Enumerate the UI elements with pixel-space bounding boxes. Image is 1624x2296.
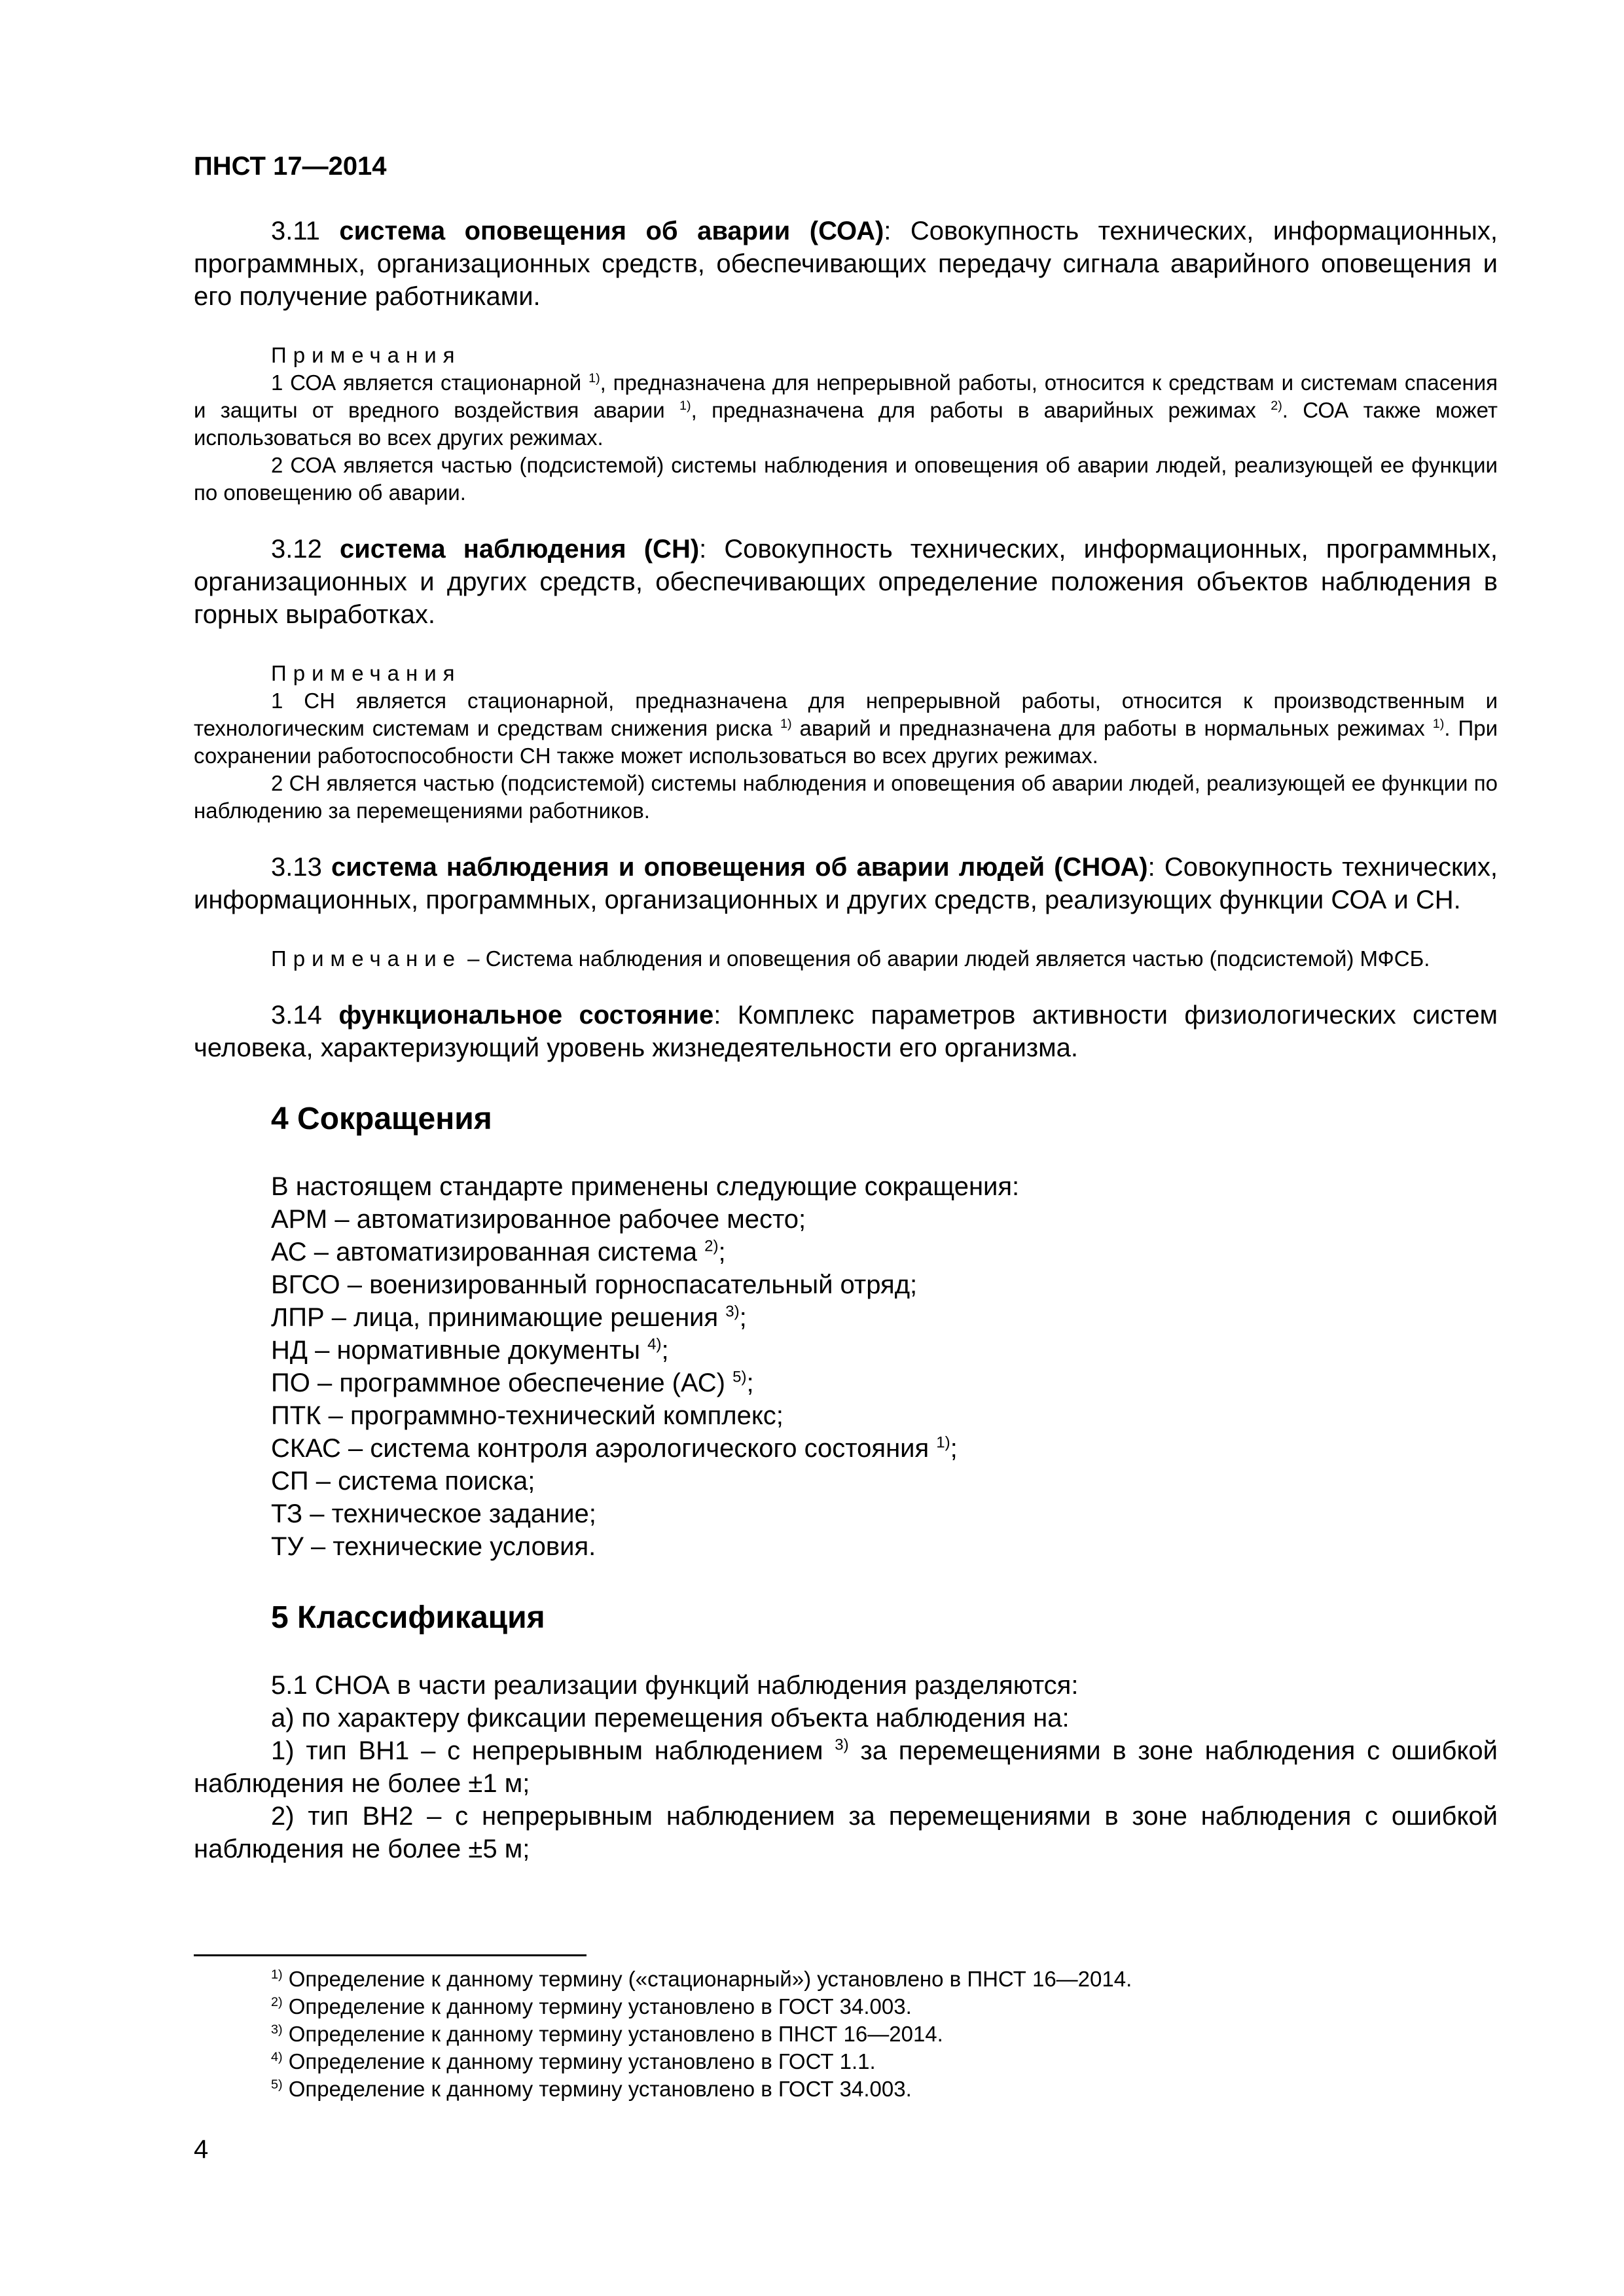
abbreviation-item: ЛПР – лица, принимающие решения $^{3)}$; — [271, 1302, 747, 1332]
section-4-heading: 4 Сокращения — [271, 1102, 492, 1136]
term-number: 3.12 — [271, 535, 340, 564]
term-definition: : Совокупность технических, информационных, программных, организационных и других средств, реализующих функции СОА и СН. — [194, 853, 1498, 914]
term-definition: : Совокупность технических, информационных, программных, организационных средств, обеспечивающих передачу сигнала аварийного оповещения и его получение работниками. — [194, 217, 1498, 311]
footnote-divider — [194, 1954, 586, 1956]
term-definition: : Совокупность технических, информационных, программных, организационных и других средств, обеспечивающих определение положения объектов наблюдения в горных выработках. — [194, 535, 1498, 629]
note-title: Примечание — [271, 946, 462, 971]
abbreviation-item: АРМ – автоматизированное рабочее место; — [271, 1205, 806, 1234]
footnote: $^{4)}$ Определение к данному термину установлено в ГОСТ 1.1. — [271, 2049, 876, 2073]
notes-title: Примечания — [271, 661, 461, 685]
footnote: $^{2)}$ Определение к данному термину установлено в ГОСТ 34.003. — [271, 1994, 912, 2018]
footnotes — [271, 1965, 1132, 2103]
term-number: 3.14 — [271, 1001, 339, 1030]
abbreviation-item: ВГСО – военизированный горноспасательный отряд; — [271, 1270, 918, 1299]
footnote: $^{1)}$ Определение к данному термину («стационарный») установлено в ПНСТ 16—2014. — [271, 1967, 1132, 1991]
note-text: – Система наблюдения и оповещения об аварии людей является частью (подсистемой) МФСБ. — [461, 946, 1430, 971]
notes-title: Примечания — [271, 343, 461, 367]
clause-5-1-a: а) по характеру фиксации перемещения объекта наблюдения на: — [271, 1704, 1070, 1732]
document-header: ПНСТ 17—2014 — [194, 152, 387, 181]
note-item: 1 СН является стационарной, предназначена для непрерывной работы, относится к производственным и технологическим системам и средствам снижения риска $^{1)}$ аварий и предназначена для работы в нормальных режимах $^{1)}$. При сохранении работоспособности СН также может использоваться во всех других режимах. — [194, 689, 1498, 768]
term-3-13 — [194, 851, 1498, 916]
abbreviation-item: НД – нормативные документы $^{4)}$; — [271, 1335, 669, 1365]
abbreviation-item: АС – автоматизированная система $^{2)}$; — [271, 1237, 726, 1266]
term-name: система оповещения об аварии (СОА) — [339, 217, 884, 245]
clause-5-1-a-2: 2) тип ВН2 – с непрерывным наблюдением за перемещениями в зоне наблюдения с ошибкой наблюдения не более ±5 м; — [194, 1802, 1498, 1863]
abbreviation-item: ТЗ – техническое задание; — [271, 1499, 596, 1528]
clause-5-1-a-1: 1) тип ВН1 – с непрерывным наблюдением $^{3)}$ за перемещениями в зоне наблюдения с ошибкой наблюдения не более ±1 м; — [194, 1736, 1498, 1798]
notes-3-12 — [194, 660, 1498, 825]
term-3-12 — [194, 533, 1498, 631]
term-name: система наблюдения и оповещения об аварии людей (СНОА) — [331, 853, 1148, 882]
section-5-heading: 5 Классификация — [271, 1600, 545, 1635]
document-body — [194, 215, 1498, 1865]
abbreviation-list — [194, 1203, 1498, 1563]
abbreviation-item: ПО – программное обеспечение (АС) $^{5)}$; — [271, 1368, 754, 1397]
clause-5-1: 5.1 СНОА в части реализации функций наблюдения разделяются: — [271, 1671, 1079, 1700]
term-3-11 — [194, 215, 1498, 313]
abbreviation-item: СКАС – система контроля аэрологического состояния $^{1)}$; — [271, 1433, 958, 1463]
term-number: 3.11 — [271, 217, 340, 245]
footnote: $^{3)}$ Определение к данному термину установлено в ПНСТ 16—2014. — [271, 2022, 943, 2046]
term-name: функциональное состояние — [338, 1001, 714, 1030]
footnote: $^{5)}$ Определение к данному термину установлено в ГОСТ 34.003. — [271, 2077, 912, 2101]
term-name: система наблюдения (СН) — [339, 535, 700, 564]
note-item: 2 СОА является частью (подсистемой) системы наблюдения и оповещения об аварии людей, реализующей ее функции по оповещению об аварии. — [194, 453, 1498, 505]
note-item: 2 СН является частью (подсистемой) системы наблюдения и оповещения об аварии людей, реализующей ее функции по наблюдению за перемещениями работников. — [194, 771, 1498, 823]
note-3-13 — [194, 945, 1498, 973]
abbreviation-item: ТУ – технические условия. — [271, 1532, 596, 1561]
term-3-14 — [194, 999, 1498, 1064]
term-definition: : Комплекс параметров активности физиологических систем человека, характеризующий уровень жизнедеятельности его организма. — [194, 1001, 1498, 1062]
note-item: 1 СОА является стационарной $^{1)}$, предназначена для непрерывной работы, относится к средствам и системам спасения и защиты от вредного воздействия аварии $^{1)}$, предназначена для работы в аварийных режимах $^{2)}$. СОА также может использоваться во всех других режимах. — [194, 370, 1498, 450]
term-number: 3.13 — [271, 853, 331, 882]
notes-3-11 — [194, 342, 1498, 507]
abbreviation-item: СП – система поиска; — [271, 1467, 535, 1496]
page-number: 4 — [194, 2135, 209, 2164]
abbreviation-item: ПТК – программно-технический комплекс; — [271, 1401, 784, 1430]
abbrev-intro: В настоящем стандарте применены следующие сокращения: — [271, 1172, 1020, 1201]
